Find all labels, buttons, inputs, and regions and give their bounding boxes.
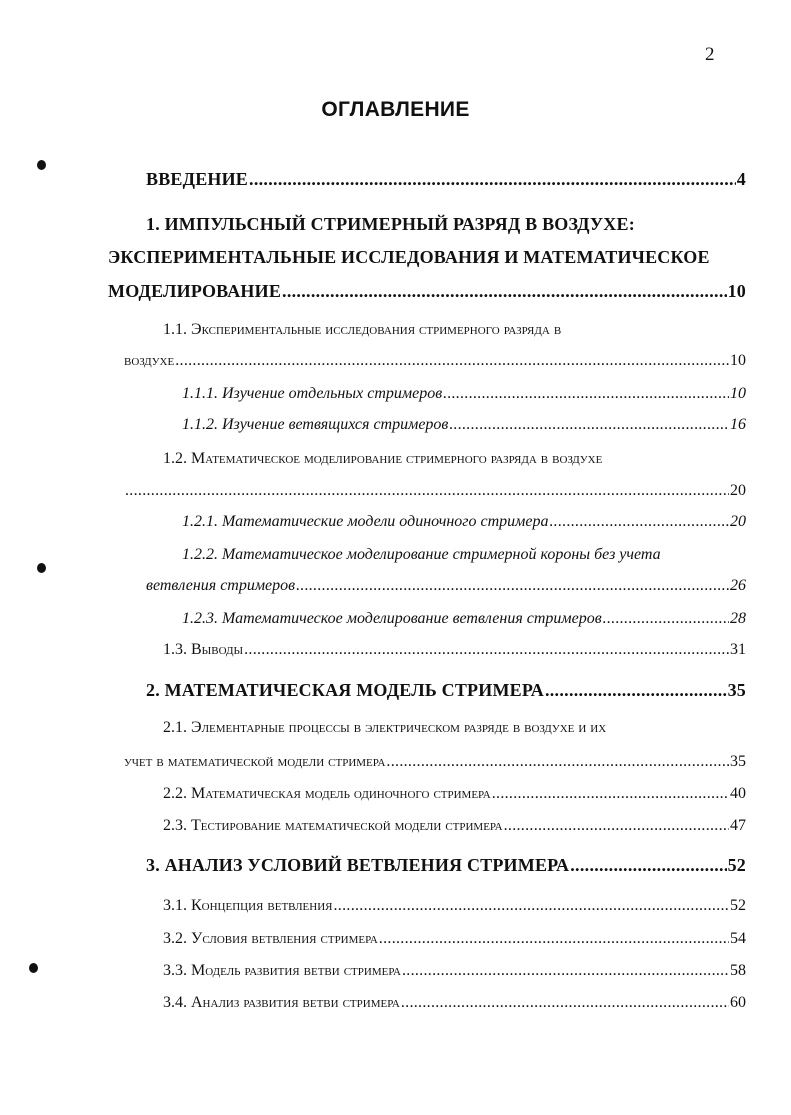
toc-entry-1-2-3[interactable] <box>182 609 746 629</box>
toc-page: 52 <box>730 897 746 914</box>
toc-page: 10 <box>730 385 746 402</box>
toc-label: учет в математической модели стримера <box>124 753 386 770</box>
leader-dots <box>402 961 729 981</box>
toc-page: 28 <box>730 610 746 627</box>
toc-label: 3. АНАЛИЗ УСЛОВИЙ ВЕТВЛЕНИЯ СТРИМЕРА <box>146 855 570 875</box>
toc-label: 2.3. Тестирование математической модели стримера <box>163 817 503 834</box>
toc-section-1-1-line1[interactable]: 1.1. Экспериментальные исследования стримерного разряда в <box>163 321 562 338</box>
toc-label: 3.4. Анализ развития ветви стримера <box>163 994 400 1011</box>
leader-dots <box>550 512 730 532</box>
toc-page: 54 <box>730 930 746 947</box>
leader-dots <box>443 384 729 404</box>
toc-entry-chapter-1[interactable] <box>108 281 746 301</box>
toc-label: ВВЕДЕНИЕ <box>146 169 249 189</box>
toc-entry-3-1[interactable] <box>163 896 746 916</box>
toc-entry-2-2[interactable] <box>163 784 746 804</box>
leader-dots <box>504 816 729 836</box>
leader-dots <box>334 896 730 916</box>
leader-dots <box>379 929 729 949</box>
toc-entry-1-3[interactable] <box>163 640 746 660</box>
toc-section-1-2-line1[interactable]: 1.2. Математическое моделирование стримерного разряда в воздухе <box>163 450 603 467</box>
toc-entry-3-2[interactable] <box>163 929 746 949</box>
toc-page: 40 <box>730 785 746 802</box>
toc-entry-3-4[interactable] <box>163 993 746 1013</box>
toc-entry-1-2[interactable] <box>124 481 746 501</box>
leader-dots <box>570 855 726 875</box>
toc-label: МОДЕЛИРОВАНИЕ <box>108 281 282 301</box>
toc-entry-1-2-2[interactable] <box>146 576 746 596</box>
scan-dot-mark <box>37 563 46 573</box>
toc-label: 1.3. Выводы <box>163 641 244 658</box>
toc-label: 1.2.1. Математические модели одиночного стримера <box>182 513 549 530</box>
toc-label: 3.2. Условия ветвления стримера <box>163 930 378 947</box>
toc-page: 10 <box>727 281 746 301</box>
toc-entry-2-1[interactable] <box>124 752 746 772</box>
toc-label: 3.1. Концепция ветвления <box>163 897 333 914</box>
leader-dots <box>603 609 729 629</box>
toc-page: 16 <box>730 416 746 433</box>
leader-dots <box>125 481 729 501</box>
leader-dots <box>492 784 729 804</box>
toc-chapter-1-line1[interactable]: 1. ИМПУЛЬСНЫЙ СТРИМЕРНЫЙ РАЗРЯД В ВОЗДУХЕ: <box>146 214 635 234</box>
leader-dots <box>282 281 727 301</box>
leader-dots <box>449 415 729 435</box>
leader-dots <box>401 993 729 1013</box>
toc-page: 35 <box>727 680 746 700</box>
toc-label: ветвления стримеров <box>146 577 296 594</box>
toc-page: 26 <box>730 577 746 594</box>
toc-label: 1.2.3. Математическое моделирование ветвления стримеров <box>182 610 602 627</box>
toc-label: 3.3. Модель развития ветви стримера <box>163 962 401 979</box>
leader-dots <box>244 640 729 660</box>
toc-entry-1-1-2[interactable] <box>182 415 746 435</box>
leader-dots <box>545 680 727 700</box>
toc-section-2-1-line1[interactable]: 2.1. Элементарные процессы в электрическом разряде в воздухе и их <box>163 719 607 736</box>
leader-dots <box>386 752 729 772</box>
toc-entry-chapter-2[interactable] <box>146 680 746 700</box>
toc-page: 4 <box>736 169 746 189</box>
toc-page: 52 <box>727 855 746 875</box>
toc-label: 2.2. Математическая модель одиночного стримера <box>163 785 491 802</box>
toc-entry-1-2-1[interactable] <box>182 512 746 532</box>
toc-entry-1-1[interactable] <box>124 351 746 371</box>
scan-dot-mark <box>37 160 46 170</box>
toc-entry-3-3[interactable] <box>163 961 746 981</box>
toc-label: 1.1.2. Изучение ветвящихся стримеров <box>182 416 449 433</box>
page-title: ОГЛАВЛЕНИЕ <box>321 98 470 121</box>
toc-page: 10 <box>730 352 746 369</box>
toc-label: 2. МАТЕМАТИЧЕСКАЯ МОДЕЛЬ СТРИМЕРА <box>146 680 544 700</box>
scan-dot-mark <box>29 963 38 973</box>
toc-chapter-1-line2[interactable]: ЭКСПЕРИМЕНТАЛЬНЫЕ ИССЛЕДОВАНИЯ И МАТЕМАТИЧЕСКОЕ <box>108 247 710 267</box>
leader-dots <box>175 351 729 371</box>
toc-page: 60 <box>730 994 746 1011</box>
toc-page: 20 <box>730 513 746 530</box>
page-number: 2 <box>705 44 715 65</box>
toc-entry-chapter-3[interactable] <box>146 855 746 875</box>
toc-page: 58 <box>730 962 746 979</box>
toc-label: 1.1.1. Изучение отдельных стримеров <box>182 385 443 402</box>
toc-page: 35 <box>730 753 746 770</box>
toc-entry-intro[interactable] <box>146 169 746 189</box>
toc-page: 47 <box>730 817 746 834</box>
toc-entry-1-1-1[interactable] <box>182 384 746 404</box>
leader-dots <box>249 169 736 189</box>
toc-entry-2-3[interactable] <box>163 816 746 836</box>
toc-page: 20 <box>730 482 746 499</box>
toc-section-1-2-2-line1[interactable]: 1.2.2. Математическое моделирование стримерной короны без учета <box>182 546 661 563</box>
leader-dots <box>296 576 729 596</box>
toc-page: 31 <box>730 641 746 658</box>
toc-label: воздухе <box>124 352 175 369</box>
